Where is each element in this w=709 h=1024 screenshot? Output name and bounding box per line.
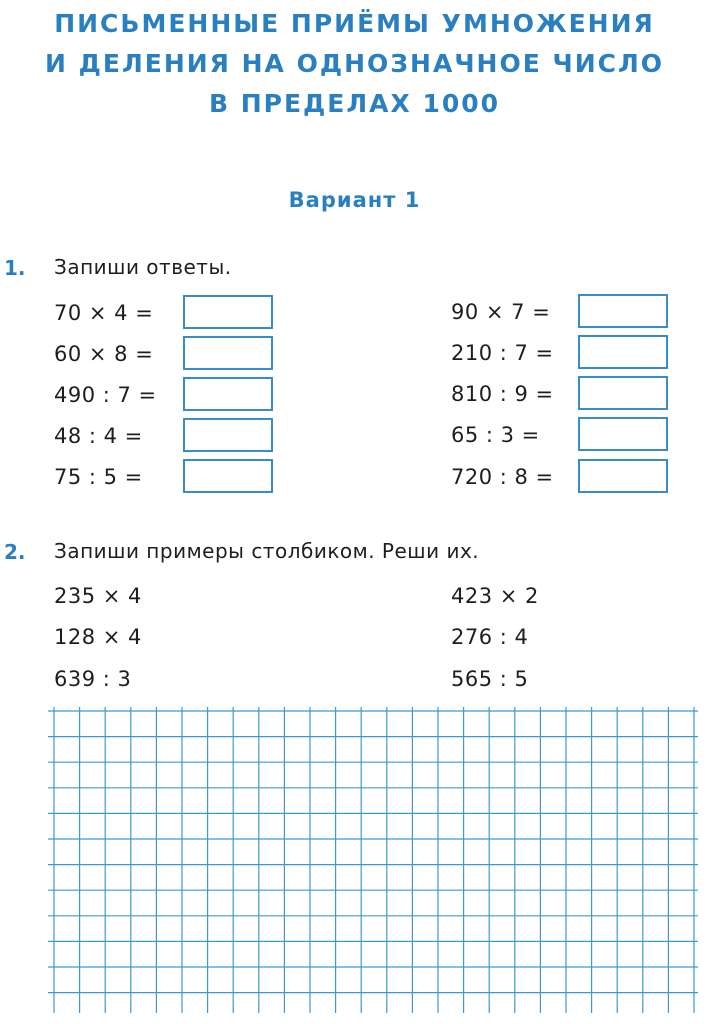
- title-line-1: ПИСЬМЕННЫЕ ПРИЁМЫ УМНОЖЕНИЯ: [54, 9, 655, 38]
- task-2-right-example: 276 : 4: [451, 625, 529, 649]
- task-1-instruction: Запиши ответы.: [54, 255, 232, 279]
- example-text: 65 : 3 =: [451, 423, 540, 447]
- answer-box[interactable]: [183, 336, 273, 370]
- example-text: 490 : 7 =: [54, 383, 157, 407]
- task-1-left-example: [54, 459, 143, 495]
- task-1-number: 1.: [4, 256, 26, 280]
- answer-box[interactable]: [183, 295, 273, 329]
- answer-box[interactable]: [578, 294, 668, 328]
- example-text: 810 : 9 =: [451, 382, 554, 406]
- task-2-left-example: 128 × 4: [54, 625, 142, 649]
- task-1-left-example: [54, 377, 157, 413]
- example-text: 48 : 4 =: [54, 424, 143, 448]
- task-1-left-example: [54, 295, 153, 331]
- title-line-3: В ПРЕДЕЛАХ 1000: [208, 89, 501, 118]
- answer-box[interactable]: [578, 417, 668, 451]
- squared-writing-grid[interactable]: [48, 707, 704, 1013]
- task-2-left-example: 235 × 4: [54, 584, 142, 608]
- task-1-right-example: [451, 294, 550, 330]
- answer-box[interactable]: [578, 376, 668, 410]
- task-1-left-example: [54, 418, 143, 454]
- answer-box[interactable]: [183, 418, 273, 452]
- task-1-left-example: [54, 336, 153, 372]
- worksheet-title: [0, 4, 709, 124]
- answer-box[interactable]: [578, 335, 668, 369]
- example-text: 210 : 7 =: [451, 341, 554, 365]
- task-2-number: 2.: [4, 540, 26, 564]
- answer-box[interactable]: [183, 377, 273, 411]
- task-2-instruction: Запиши примеры столбиком. Реши их.: [54, 539, 480, 563]
- task-1-right-example: [451, 417, 540, 453]
- variant-heading: Вариант 1: [288, 188, 421, 212]
- answer-box[interactable]: [578, 459, 668, 493]
- task-1-right-example: [451, 376, 554, 412]
- task-1-right-example: [451, 335, 554, 371]
- example-text: 90 × 7 =: [451, 300, 551, 324]
- task-2-left-example: 639 : 3: [54, 667, 132, 691]
- example-text: 720 : 8 =: [451, 465, 554, 489]
- task-2-right-example: 565 : 5: [451, 667, 529, 691]
- example-text: 60 × 8 =: [54, 342, 154, 366]
- example-text: 75 : 5 =: [54, 465, 143, 489]
- task-1-right-example: [451, 459, 554, 495]
- example-text: 70 × 4 =: [54, 301, 154, 325]
- task-2-right-example: 423 × 2: [451, 584, 539, 608]
- title-line-2: И ДЕЛЕНИЯ НА ОДНОЗНАЧНОЕ ЧИСЛО: [45, 49, 664, 78]
- answer-box[interactable]: [183, 459, 273, 493]
